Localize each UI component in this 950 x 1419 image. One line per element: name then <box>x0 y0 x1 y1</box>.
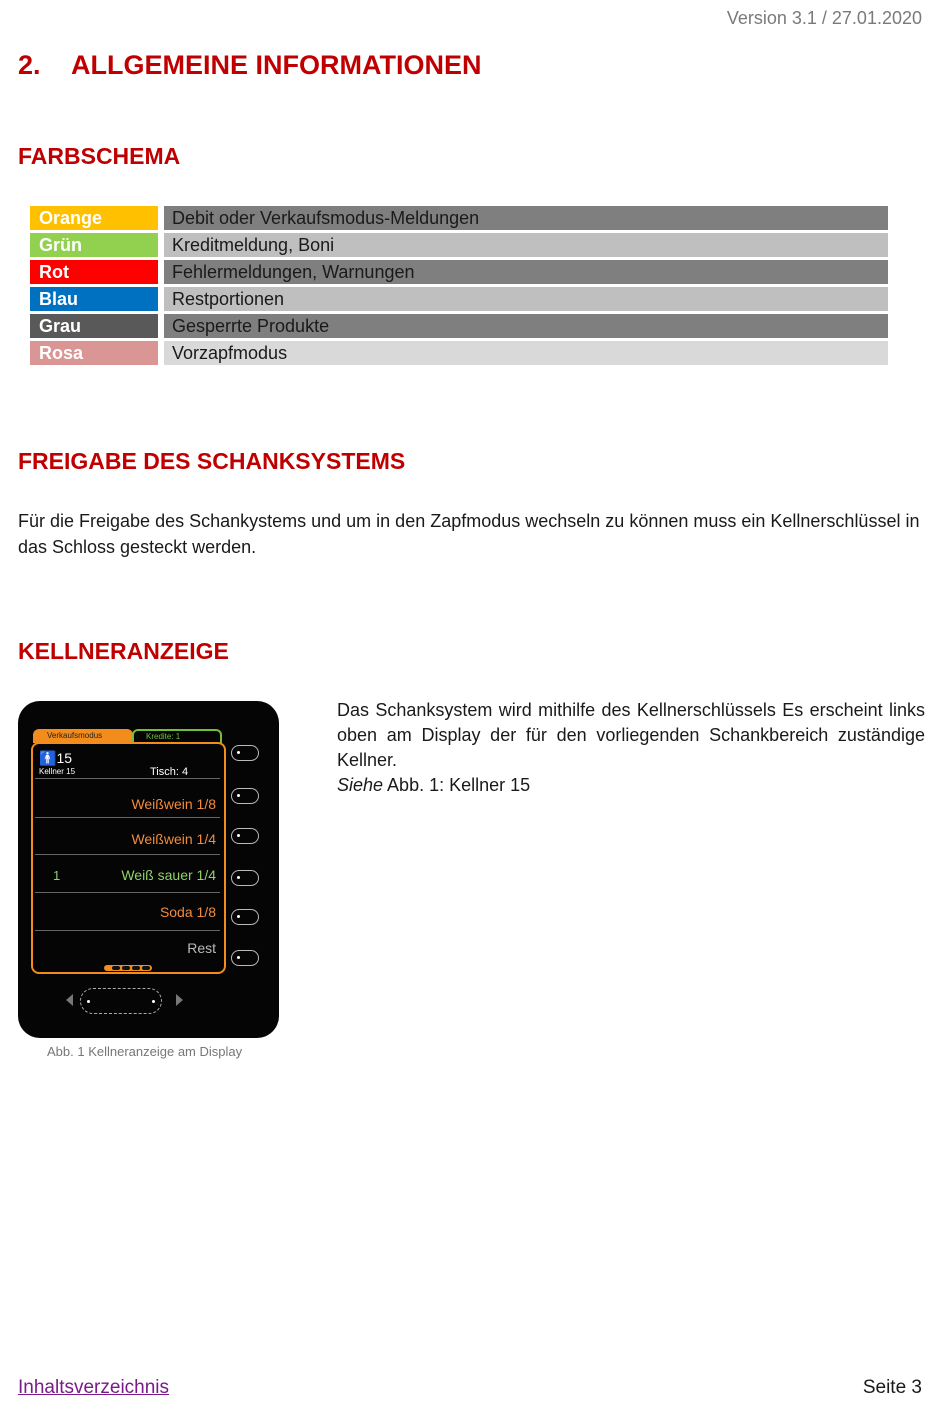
product-item[interactable]: Rest <box>187 940 216 956</box>
tab-verkaufsmodus[interactable]: Verkaufsmodus <box>33 729 133 743</box>
divider <box>35 817 220 818</box>
page-indicator <box>104 965 152 971</box>
color-name: Grün <box>30 233 158 257</box>
side-button[interactable] <box>231 909 259 925</box>
color-desc: Kreditmeldung, Boni <box>164 233 888 257</box>
color-desc: Gesperrte Produkte <box>164 314 888 338</box>
section-number: 2. <box>18 50 41 80</box>
color-desc: Restportionen <box>164 287 888 311</box>
version-label: Version 3.1 / 27.01.2020 <box>726 8 922 28</box>
product-item[interactable]: Weiß sauer 1/4 <box>121 867 216 883</box>
product-item[interactable]: Soda 1/8 <box>159 904 216 920</box>
color-desc: Vorzapfmodus <box>164 341 888 365</box>
side-button[interactable] <box>231 788 259 804</box>
kellner-heading: KELLNERANZEIGE <box>18 638 229 664</box>
page-number: Seite 3 <box>862 1377 922 1398</box>
person-icon: 🚹 <box>39 750 57 766</box>
freigabe-paragraph: Für die Freigabe des Schankystems und um in den Zapfmodus wechseln zu können muss ein Kellnerschlüssel in das Schloss gesteckt werden. <box>18 511 920 557</box>
figure-caption: Abb. 1 Kellneranzeige am Display <box>47 1044 243 1059</box>
color-name: Rosa <box>30 341 158 365</box>
product-item[interactable]: Weißwein 1/8 <box>131 796 216 812</box>
nav-button[interactable] <box>80 988 162 1014</box>
side-button[interactable] <box>231 745 259 761</box>
page-dot <box>112 966 120 970</box>
arrow-left-icon[interactable] <box>66 994 73 1006</box>
product-qty: 1 <box>53 868 61 883</box>
color-row-rosa <box>30 341 888 368</box>
kellner-text: Das Schanksystem wird mithilfe des Kellnerschlüssels Es erscheint links oben am Display der für den vorliegenden Schankbereich zuständige Kellner. <box>337 700 925 770</box>
arrow-right-icon[interactable] <box>176 994 183 1006</box>
display-screen <box>31 742 226 974</box>
color-name: Rot <box>30 260 158 284</box>
divider <box>35 854 220 855</box>
color-row-orange <box>30 206 888 233</box>
color-row-rot <box>30 260 888 287</box>
color-row-gruen <box>30 233 888 260</box>
section-title <box>18 50 481 81</box>
page-dot <box>132 966 140 970</box>
ref-italic: Siehe <box>337 775 384 795</box>
color-desc: Debit oder Verkaufsmodus-Meldungen <box>164 206 888 230</box>
color-row-grau <box>30 314 888 341</box>
divider <box>35 930 220 931</box>
color-name: Grau <box>30 314 158 338</box>
kellner-name: Kellner 15 <box>39 767 76 776</box>
divider <box>35 778 220 779</box>
ref-text: Abb. 1: Kellner 15 <box>383 775 531 795</box>
tisch-label: Tisch: 4 <box>150 766 189 778</box>
color-scheme-table <box>30 206 888 368</box>
kellner-number: 15 <box>56 750 73 766</box>
color-desc: Fehlermeldungen, Warnungen <box>164 260 888 284</box>
side-button[interactable] <box>231 950 259 966</box>
color-row-blau <box>30 287 888 314</box>
color-name: Orange <box>30 206 158 230</box>
kellner-info <box>39 750 75 776</box>
divider <box>35 892 220 893</box>
section-title-text: ALLGEMEINE INFORMATIONEN <box>71 50 482 80</box>
display-device <box>18 701 279 1038</box>
product-item[interactable]: Weißwein 1/4 <box>131 831 216 847</box>
page-dot <box>142 966 150 970</box>
color-name: Blau <box>30 287 158 311</box>
toc-link[interactable]: Inhaltsverzeichnis <box>18 1377 170 1398</box>
tab-kredite[interactable]: Kredite: 1 <box>132 729 222 743</box>
farbschema-heading: FARBSCHEMA <box>18 143 181 169</box>
kellner-paragraph <box>337 698 925 798</box>
page-dot <box>122 966 130 970</box>
side-button[interactable] <box>231 870 259 886</box>
side-button[interactable] <box>231 828 259 844</box>
freigabe-heading: FREIGABE DES SCHANKSYSTEMS <box>18 448 406 474</box>
